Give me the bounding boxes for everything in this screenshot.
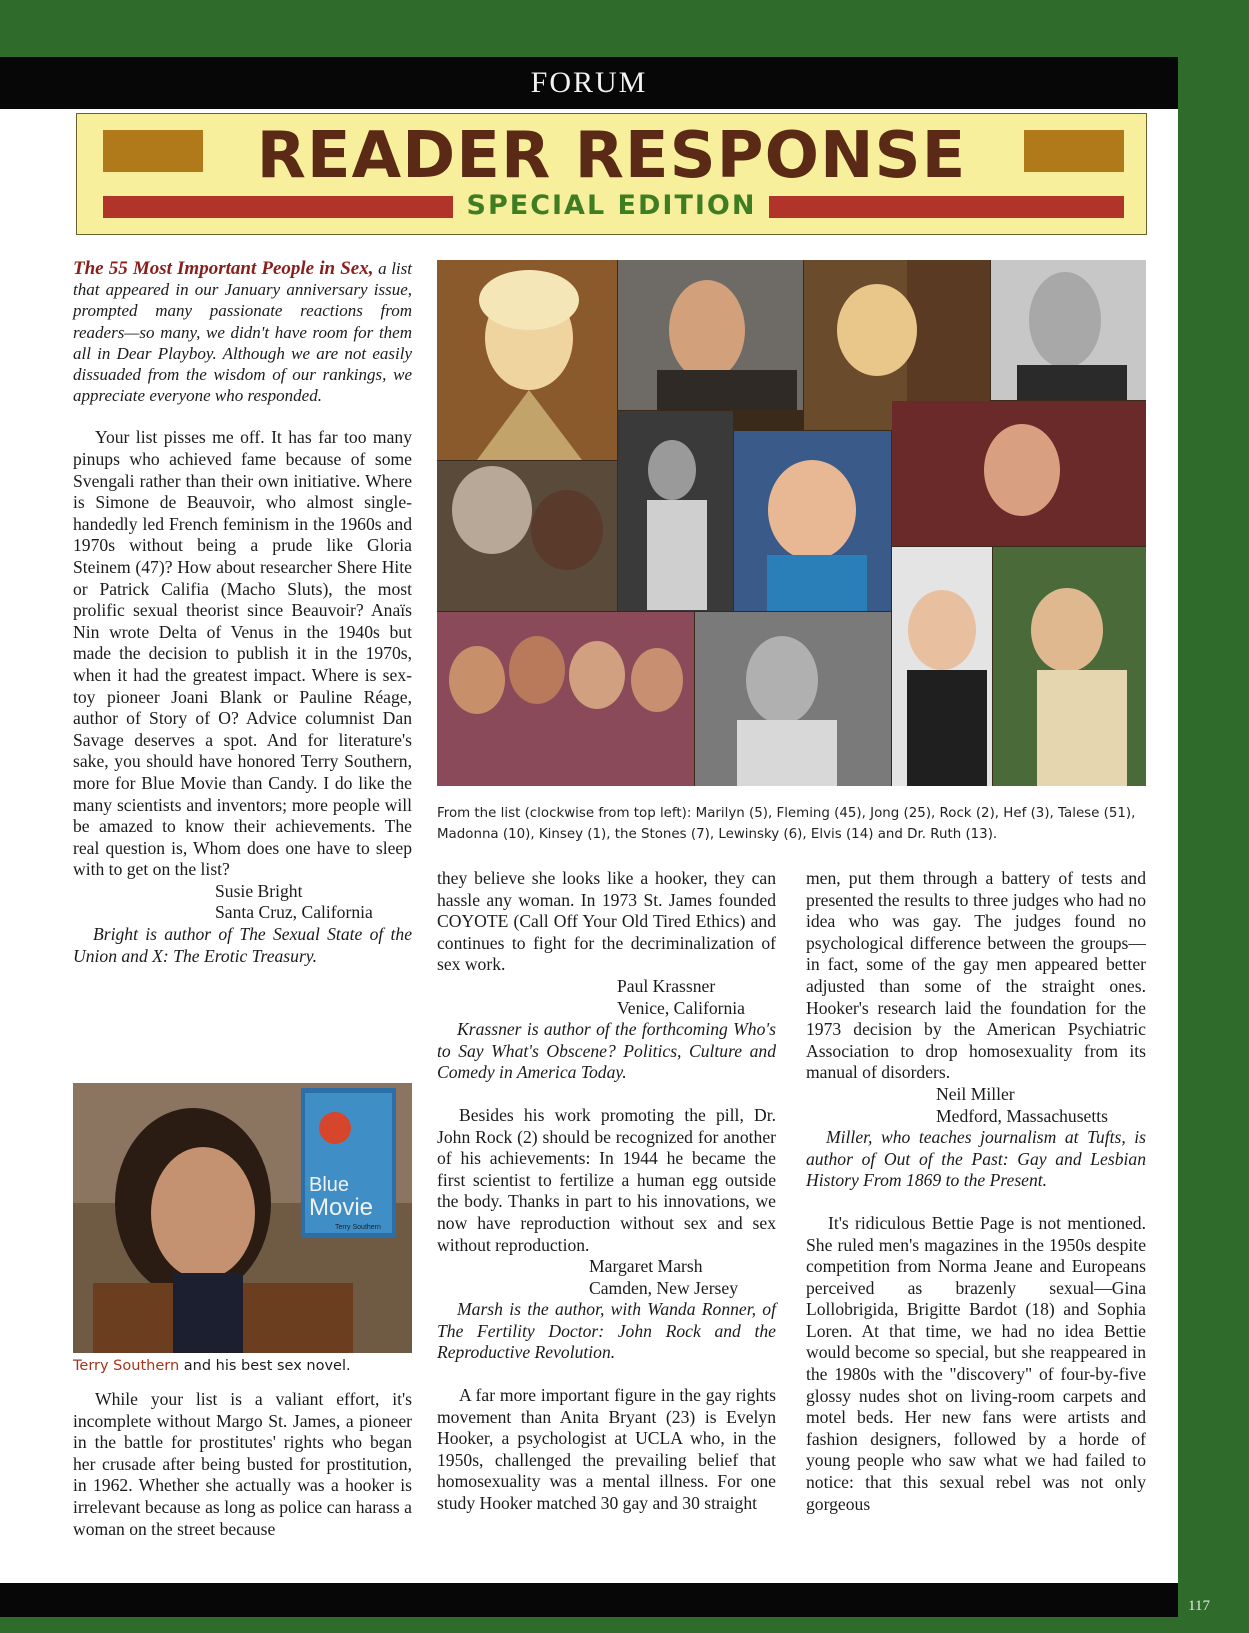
letter-4-name: Neil Miller <box>936 1083 1015 1104</box>
letter-1-name: Susie Bright <box>215 880 303 901</box>
banner-subtitle: SPECIAL EDITION <box>466 190 757 221</box>
letter-4-byline: Miller, who teaches journalism at Tufts, is author of Out of the Past: Gay and Lesbian History From 1869 to the Present. <box>806 1127 1146 1191</box>
photo-collage-caption: From the list (clockwise from top left): Marilyn (5), Fleming (45), Jong (25), Rock (2), Hef (3), Talese (51), Madonna (10), Kinsey (1), the Stones (7), Lewinsky (6), Elvis (14) and Dr. Ruth (13). <box>437 806 1136 842</box>
letter-3-body: Besides his work promoting the pill, Dr. John Rock (2) should be recognized for another of his achievements: In 1944 he became the first scientist to fertilize a human egg outside the body. Thanks in part to his innovations, we now have reproduction without sex and sex without reproduction. <box>437 1104 776 1255</box>
terry-caption-name: Terry Southern <box>73 1358 180 1374</box>
letter-2-body-start: While your list is a valiant effort, it's incomplete without Margo St. James, a pioneer in the battle for prostitutes' rights who began her crusade after being busted for prostitution, in 1962. Whether she actually was a hooker is irrelevant because as long as police can harass a woman on the street because <box>73 1389 412 1539</box>
letter-2-body-cont: they believe she looks like a hooker, they can hassle any woman. In 1973 St. James founded COYOTE (Call Off Your Old Tired Ethics) and continues to fight for the decriminalization of sex work. <box>437 868 776 975</box>
letter-2-start <box>73 1389 412 1540</box>
book-title-line2: Movie <box>309 1194 374 1221</box>
photo-collage <box>437 260 1146 786</box>
letter-3-byline: Marsh is the author, with Wanda Ronner, of The Fertility Doctor: John Rock and the Reproductive Revolution. <box>437 1299 776 1363</box>
letter-1-place: Santa Cruz, California <box>215 902 373 923</box>
column-2 <box>437 868 776 1515</box>
letter-2-byline: Krassner is author of the forthcoming Who's to Say What's Obscene? Politics, Culture and Comedy in America Today. <box>437 1019 776 1083</box>
book-author: Terry Southern <box>335 1224 381 1231</box>
reader-response-banner <box>76 113 1147 235</box>
letter-2-name: Paul Krassner <box>617 975 716 996</box>
column-1 <box>73 258 412 967</box>
footer-bar <box>0 1583 1178 1617</box>
terry-photo-caption <box>73 1356 423 1376</box>
intro-paragraph <box>73 258 412 406</box>
intro-text: a list that appeared in our January anniversary issue, prompted many passionate reactions from readers—so many, we didn't have room for them all in Dear Playboy. Although we are not easily dissuaded from the wisdom of our rankings, we appreciate everyone who responded. <box>73 259 412 406</box>
letter-2-place: Venice, California <box>617 997 745 1018</box>
letter-1-byline: Bright is author of The Sexual State of the Union and X: The Erotic Treasury. <box>73 924 412 966</box>
letter-1-body: Your list pisses me off. It has far too many pinups who achieved fame because of some Svengali rather than their own initiative. Where is Simone de Beauvoir, who almost single-handedly led French feminism in the 1960s and 1970s without being a prude like Gloria Steinem (47)? How about researcher Shere Hite or Patrick Califia (Macho Sluts), the most prolific sexual theorist since Beauvoir? Anaïs Nin wrote Delta of Venus in the 1940s but made the decision to publish it in the 1970s, when it had the greatest impact. Where is sex-toy pioneer Joani Blank or Pauline Réage, author of Story of O? Advice columnist Dan Savage deserves a spot. And for literature's sake, you should have honored Terry Southern, more for Blue Movie than Candy. I do like the many scientists and inventors; more people will be amazed to know their achievements. The real question is, Whom does one have to sleep with to get on the list? <box>73 427 412 880</box>
letter-5-body: It's ridiculous Bettie Page is not mentioned. She ruled men's magazines in the 1950s despite competition from Norma Jeane and Europeans perceived as brazenly sexual—Gina Lollobrigida, Brigitte Bardot (18) and Sophia Loren. At that time, we had no idea Bettie would become so special, but she reappeared in the 1980s with the "discovery" of four-by-five glossy nudes shot on living-room carpets and motel beds. Her new fans were artists and fashion designers, followed by a horde of young people who saw what we had failed to notice: that this sexual rebel was not only gorgeous <box>806 1212 1146 1514</box>
letter-4-place: Medford, Massachusetts <box>936 1105 1108 1126</box>
book-title-line1: Blue <box>309 1174 350 1196</box>
terry-southern-photo <box>73 1083 412 1353</box>
letter-3-name: Margaret Marsh <box>589 1256 703 1277</box>
terry-caption-rest: and his best sex novel. <box>183 1358 351 1374</box>
letter-3-place: Camden, New Jersey <box>589 1277 739 1298</box>
page-number: 117 <box>1188 1598 1210 1614</box>
letter-4-body-cont: men, put them through a battery of tests and presented the results to three judges who had no idea who was gay. The judges found no psychological difference between the groups—in fact, some of the gay men appeared better adjusted than some of the straight ones. Hooker's research laid the foundation for the 1973 decision by the American Psychiatric Association to drop homosexuality from its manual of disorders. <box>806 868 1146 1083</box>
letter-4-body-start: A far more important figure in the gay rights movement than Anita Bryant (23) is Evelyn Hooker, a psychologist at UCLA who, in the 1950s, challenged the prevailing belief that homosexuality was a mental illness. For one study Hooker matched 30 gay and 30 straight <box>437 1385 776 1514</box>
banner-title: READER RESPONSE <box>256 119 967 193</box>
section-header: FORUM <box>0 57 1178 109</box>
intro-lead: The 55 Most Important People in Sex, <box>73 258 374 279</box>
column-3 <box>806 868 1146 1515</box>
